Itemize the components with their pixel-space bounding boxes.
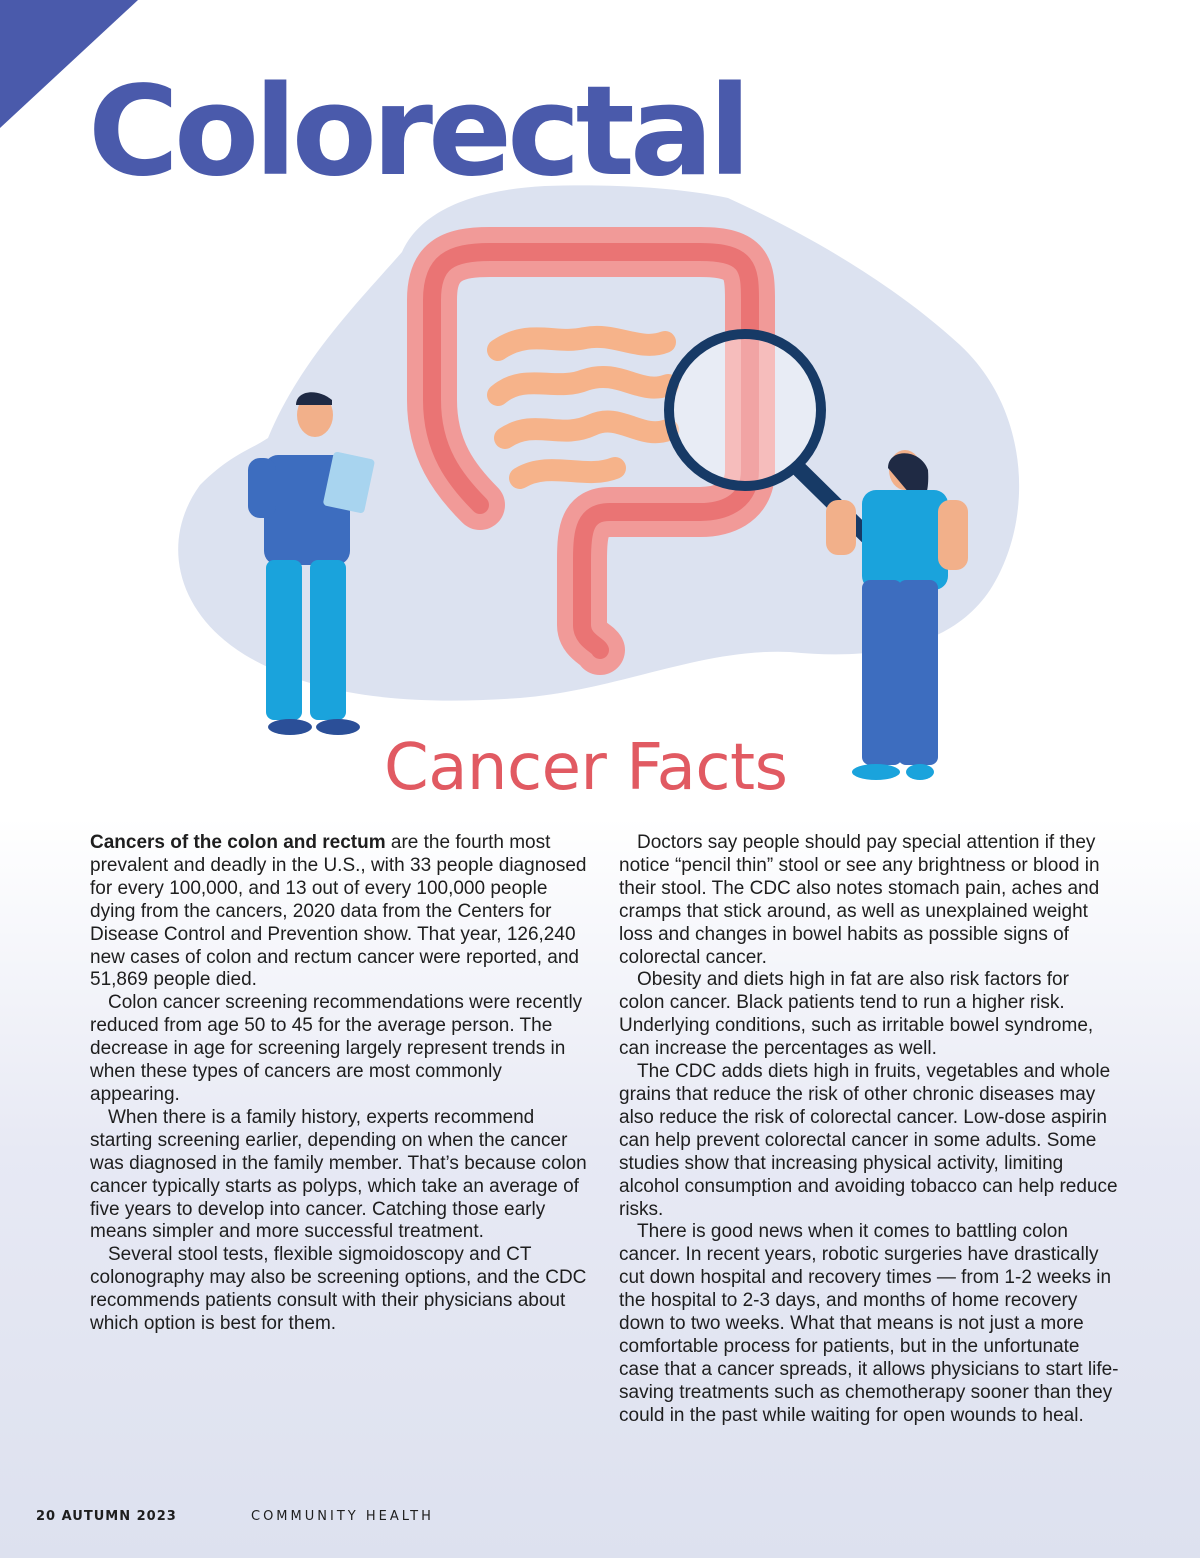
lead-in: Cancers of the colon and rectum xyxy=(90,832,386,853)
colon-illustration xyxy=(0,170,1200,810)
article-paragraph: The CDC adds diets high in fruits, vegetables and whole grains that reduce the risk of other chronic diseases may also reduce the risk of colorectal cancer. Low-dose aspirin can help prevent colorectal cancer in some adults. Some studies show that increasing physical activity, limiting alcohol consumption and avoiding tobacco can help reduce risks. xyxy=(619,1061,1118,1220)
page-folio: 20 AUTUMN 2023 xyxy=(36,1509,177,1524)
publication-name: COMMUNITY HEALTH xyxy=(251,1509,434,1524)
article-paragraph: Colon cancer screening recommendations were recently reduced from age 50 to 45 for the average person. The decrease in age for screening largely represent trends in when these types of cancers are most commonly appearing. xyxy=(90,992,583,1105)
page-title: Colorectal xyxy=(88,60,747,204)
article-paragraph xyxy=(90,832,590,992)
lead-text: are the fourth most prevalent and deadly in the U.S., with 33 people diagnosed for every 100,000, and 13 out of every 100,000 people dying from the cancers, 2020 data from the Centers for Disease Control and Prevention show. That year, 126,240 new cases of colon and rectum cancer were reported, and 51,869 people died. xyxy=(90,832,587,991)
article-paragraph: There is good news when it comes to battling colon cancer. In recent years, robotic surgeries have drastically cut down hospital and recovery times — from 1-2 weeks in the hospital to 2-3 days, and months of home recovery down to two weeks. What that means is not just a more comfortable process for patients, but in the unfortunate case that a cancer spreads, it allows physicians to start life-saving treatments such as chemotherapy sooner than they could in the past while waiting for open wounds to heal. xyxy=(619,1221,1119,1426)
article-paragraph: When there is a family history, experts recommend starting screening earlier, depending on when the cancer was diagnosed in the family member. That’s because colon cancer typically starts as polyps, which take an average of five years to develop into cancer. Catching those early means simpler and more successful treatment. xyxy=(90,1106,587,1243)
article-paragraph: Doctors say people should pay special attention if they notice “pencil thin” stool or see any brightness or blood in their stool. The CDC also notes stomach pain, aches and cramps that stick around, as well as unexplained weight loss and changes in bowel habits as possible signs of colorectal cancer. xyxy=(619,832,1100,968)
article-paragraph: Obesity and diets high in fat are also risk factors for colon cancer. Black patients tend to run a higher risk. Underlying conditions, such as irritable bowel syndrome, can increase the percentages as well. xyxy=(619,969,1094,1060)
article-column-left xyxy=(90,832,590,1336)
article-column-right xyxy=(619,832,1119,1428)
article-paragraph: Several stool tests, flexible sigmoidoscopy and CT colonography may also be screening options, and the CDC recommends patients consult with their physicians about which option is best for them. xyxy=(90,1244,587,1335)
page-subtitle: Cancer Facts xyxy=(384,731,788,805)
